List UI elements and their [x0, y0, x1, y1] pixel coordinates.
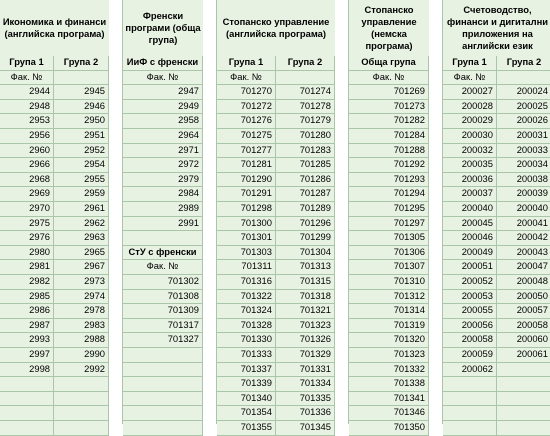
table-cell[interactable]: 200034	[497, 158, 550, 173]
column-label: Фак. №	[123, 260, 203, 275]
table-cell[interactable]: 2972	[123, 158, 203, 173]
column-label: Фак. №	[217, 71, 276, 86]
table-cell[interactable]: 701322	[217, 290, 276, 305]
table-cell[interactable]: 200028	[443, 100, 497, 115]
table-cell[interactable]: 701338	[349, 377, 429, 392]
table-cell[interactable]: 701280	[276, 129, 335, 144]
table-cell[interactable]: 701314	[349, 304, 429, 319]
table-cell[interactable]: 200055	[443, 304, 497, 319]
table-cell[interactable]: 200030	[443, 129, 497, 144]
empty-cell[interactable]	[497, 421, 550, 436]
column-gap	[429, 0, 443, 424]
table-cell[interactable]: 701303	[217, 246, 276, 261]
table-cell[interactable]: 701297	[349, 217, 429, 232]
column-label	[276, 71, 335, 86]
table-cell[interactable]: 701340	[217, 392, 276, 407]
table-cell[interactable]: 200050	[497, 290, 550, 305]
table-cell[interactable]: 701341	[349, 392, 429, 407]
table-cell[interactable]: 200041	[497, 217, 550, 232]
table-cell[interactable]: 701320	[349, 333, 429, 348]
table-cell[interactable]: 200048	[497, 275, 550, 290]
empty-cell[interactable]	[0, 392, 54, 407]
section-title: Счетоводство, финанси и дигитални приложения на английски език	[443, 0, 550, 56]
group-header: ИиФ с френски	[123, 56, 203, 71]
table-cell[interactable]: 701301	[217, 231, 276, 246]
table-cell[interactable]: 701346	[349, 406, 429, 421]
empty-cell[interactable]	[0, 377, 54, 392]
empty-cell[interactable]	[123, 406, 203, 421]
table-cell[interactable]: 2979	[123, 173, 203, 188]
table-cell[interactable]: 2954	[54, 158, 109, 173]
table-cell[interactable]: 701336	[276, 406, 335, 421]
table-cell[interactable]: 200045	[443, 217, 497, 232]
table-cell[interactable]: 701282	[349, 114, 429, 129]
table-cell[interactable]: 701345	[276, 421, 335, 436]
table-cell[interactable]: 200037	[443, 187, 497, 202]
table-cell[interactable]: 2998	[0, 363, 54, 378]
table-cell[interactable]: 2981	[0, 260, 54, 275]
column-gap	[335, 0, 349, 424]
table-cell[interactable]: 701318	[276, 290, 335, 305]
group-header: Обща група	[349, 56, 429, 71]
table-cell[interactable]: 701292	[349, 158, 429, 173]
table-cell[interactable]: 2952	[54, 144, 109, 159]
column-label	[497, 71, 550, 86]
empty-cell[interactable]	[497, 392, 550, 407]
empty-cell[interactable]	[123, 231, 203, 246]
table-cell[interactable]: 701284	[349, 129, 429, 144]
group-header: Група 2	[497, 56, 550, 71]
table-cell[interactable]: 2948	[0, 100, 54, 115]
table-cell[interactable]: 701317	[123, 319, 203, 334]
table-cell[interactable]: 2969	[0, 187, 54, 202]
table-cell[interactable]: 2961	[54, 202, 109, 217]
empty-cell[interactable]	[123, 377, 203, 392]
table-cell[interactable]: 200056	[443, 319, 497, 334]
table-cell[interactable]: 701310	[349, 275, 429, 290]
empty-cell[interactable]	[497, 363, 550, 378]
empty-cell[interactable]	[443, 392, 497, 407]
table-cell[interactable]: 2946	[54, 100, 109, 115]
table-cell[interactable]: 2953	[0, 114, 54, 129]
section-title: Икономика и финанси (английска програма)	[0, 0, 109, 56]
table-cell[interactable]: 701274	[276, 85, 335, 100]
table-cell[interactable]: 701307	[349, 260, 429, 275]
table-cell[interactable]: 2986	[0, 304, 54, 319]
table-cell[interactable]: 200062	[443, 363, 497, 378]
group-header: Група 1	[0, 56, 54, 71]
table-cell[interactable]: 200039	[497, 187, 550, 202]
table-cell[interactable]: 701337	[217, 363, 276, 378]
table-cell[interactable]: 2985	[0, 290, 54, 305]
table-cell[interactable]: 200031	[497, 129, 550, 144]
table-cell[interactable]: 200036	[443, 173, 497, 188]
table-cell[interactable]: 2949	[123, 100, 203, 115]
table-cell[interactable]: 2992	[54, 363, 109, 378]
table-cell[interactable]: 701334	[276, 377, 335, 392]
table-cell[interactable]: 2964	[123, 129, 203, 144]
table-cell[interactable]: 200052	[443, 275, 497, 290]
empty-cell[interactable]	[123, 348, 203, 363]
table-cell[interactable]: 2958	[123, 114, 203, 129]
table-cell[interactable]: 2980	[0, 246, 54, 261]
table-cell[interactable]: 200026	[497, 114, 550, 129]
table-cell[interactable]: 2978	[54, 304, 109, 319]
empty-cell[interactable]	[123, 421, 203, 436]
table-cell[interactable]: 2956	[0, 129, 54, 144]
table-cell[interactable]: 2993	[0, 333, 54, 348]
group-header: Група 1	[217, 56, 276, 71]
empty-cell[interactable]	[0, 406, 54, 421]
table-cell[interactable]: 701332	[349, 363, 429, 378]
table-cell[interactable]: 701315	[276, 275, 335, 290]
table-cell[interactable]: 701293	[349, 173, 429, 188]
empty-cell[interactable]	[54, 406, 109, 421]
table-cell[interactable]: 200035	[443, 158, 497, 173]
empty-cell[interactable]	[497, 406, 550, 421]
table-cell[interactable]: 701294	[349, 187, 429, 202]
table-cell[interactable]: 2987	[0, 319, 54, 334]
column-label	[54, 71, 109, 86]
table-cell[interactable]: 2974	[54, 290, 109, 305]
table-cell[interactable]: 200047	[497, 260, 550, 275]
column-label: Фак. №	[0, 71, 54, 86]
section-title: Френски програми (обща група)	[123, 0, 203, 56]
table-cell[interactable]: 701300	[217, 217, 276, 232]
table-cell[interactable]: 701323	[276, 319, 335, 334]
table-cell[interactable]: 701295	[349, 202, 429, 217]
table-cell[interactable]: 701328	[217, 319, 276, 334]
table-cell[interactable]: 2962	[54, 217, 109, 232]
table-cell[interactable]: 2947	[123, 85, 203, 100]
table-cell[interactable]: 701335	[276, 392, 335, 407]
table-cell[interactable]: 2997	[0, 348, 54, 363]
table-cell[interactable]: 200051	[443, 260, 497, 275]
section-title: Стопанско управление (английска програма)	[217, 0, 335, 56]
table-cell[interactable]: 701299	[276, 231, 335, 246]
empty-cell[interactable]	[123, 363, 203, 378]
table-cell[interactable]: 200046	[443, 231, 497, 246]
table-cell[interactable]: 701291	[217, 187, 276, 202]
table-cell[interactable]: 200040	[443, 202, 497, 217]
empty-cell[interactable]	[54, 421, 109, 436]
table-cell[interactable]: 2966	[0, 158, 54, 173]
table-cell[interactable]: 701285	[276, 158, 335, 173]
column-label: Фак. №	[443, 71, 497, 86]
table-cell[interactable]: 2968	[0, 173, 54, 188]
group-header: Група 2	[54, 56, 109, 71]
table-cell[interactable]: 2982	[0, 275, 54, 290]
empty-cell[interactable]	[123, 392, 203, 407]
table-cell[interactable]: 2975	[0, 217, 54, 232]
table-cell[interactable]: 200043	[497, 246, 550, 261]
table-cell[interactable]: 2967	[54, 260, 109, 275]
table-cell[interactable]: 701311	[217, 260, 276, 275]
table-cell[interactable]: 701329	[276, 348, 335, 363]
empty-cell[interactable]	[443, 421, 497, 436]
table-cell[interactable]: 701316	[217, 275, 276, 290]
table-cell[interactable]: 2971	[123, 144, 203, 159]
empty-cell[interactable]	[54, 377, 109, 392]
table-cell[interactable]: 2970	[0, 202, 54, 217]
table-cell[interactable]: 701355	[217, 421, 276, 436]
table-cell[interactable]: 2959	[54, 187, 109, 202]
table-cell[interactable]: 701321	[276, 304, 335, 319]
table-cell[interactable]: 701309	[123, 304, 203, 319]
table-cell[interactable]: 2951	[54, 129, 109, 144]
table-cell[interactable]: 2983	[54, 319, 109, 334]
table-cell[interactable]: 701276	[217, 114, 276, 129]
empty-cell[interactable]	[0, 421, 54, 436]
table-cell[interactable]: 701354	[217, 406, 276, 421]
table-cell[interactable]: 701270	[217, 85, 276, 100]
table-cell[interactable]: 701306	[349, 246, 429, 261]
table-cell[interactable]: 200061	[497, 348, 550, 363]
table-cell[interactable]: 200058	[443, 333, 497, 348]
table-cell[interactable]: 701269	[349, 85, 429, 100]
table-cell[interactable]: 701327	[123, 333, 203, 348]
table-cell[interactable]: 701339	[217, 377, 276, 392]
group-header: Група 1	[443, 56, 497, 71]
empty-cell[interactable]	[497, 377, 550, 392]
table-cell[interactable]: 701279	[276, 114, 335, 129]
table-cell[interactable]: 701272	[217, 100, 276, 115]
table-cell[interactable]: 2945	[54, 85, 109, 100]
table-cell[interactable]: 200027	[443, 85, 497, 100]
table-cell[interactable]: 701288	[349, 144, 429, 159]
table-cell[interactable]: 701283	[276, 144, 335, 159]
table-cell[interactable]: 2991	[123, 217, 203, 232]
table-cell[interactable]: 200042	[497, 231, 550, 246]
table-cell[interactable]: 701277	[217, 144, 276, 159]
column-gap	[109, 0, 123, 424]
table-cell[interactable]: 200033	[497, 144, 550, 159]
table-cell[interactable]: 701308	[123, 290, 203, 305]
table-cell[interactable]: 701287	[276, 187, 335, 202]
table-cell[interactable]: 701281	[217, 158, 276, 173]
table-cell[interactable]: 200057	[497, 304, 550, 319]
table-cell[interactable]: 200029	[443, 114, 497, 129]
table-cell[interactable]: 701302	[123, 275, 203, 290]
table-cell[interactable]: 200053	[443, 290, 497, 305]
table-cell[interactable]: 200032	[443, 144, 497, 159]
table-cell[interactable]: 701275	[217, 129, 276, 144]
table-cell[interactable]: 701278	[276, 100, 335, 115]
table-cell[interactable]: 701350	[349, 421, 429, 436]
table-cell[interactable]: 701289	[276, 202, 335, 217]
column-gap	[203, 0, 217, 424]
table-cell[interactable]: 701323	[349, 348, 429, 363]
column-label: Фак. №	[349, 71, 429, 86]
table-cell[interactable]: 701330	[217, 333, 276, 348]
table-cell[interactable]: 2976	[0, 231, 54, 246]
table-cell[interactable]: 701298	[217, 202, 276, 217]
group-header: СтУ с френски	[123, 246, 203, 261]
table-cell[interactable]: 701305	[349, 231, 429, 246]
table-cell[interactable]: 2963	[54, 231, 109, 246]
table-cell[interactable]: 701324	[217, 304, 276, 319]
table-cell[interactable]: 2965	[54, 246, 109, 261]
table-cell[interactable]: 200040	[497, 202, 550, 217]
table-cell[interactable]: 2944	[0, 85, 54, 100]
table-cell[interactable]: 200060	[497, 333, 550, 348]
table-cell[interactable]: 200025	[497, 100, 550, 115]
table-cell[interactable]: 200059	[443, 348, 497, 363]
table-cell[interactable]: 701313	[276, 260, 335, 275]
table-cell[interactable]: 701304	[276, 246, 335, 261]
table-cell[interactable]: 2960	[0, 144, 54, 159]
table-cell[interactable]: 200058	[497, 319, 550, 334]
table-cell[interactable]: 2950	[54, 114, 109, 129]
empty-cell[interactable]	[54, 392, 109, 407]
table-cell[interactable]: 701319	[349, 319, 429, 334]
table-cell[interactable]: 2989	[123, 202, 203, 217]
table-cell[interactable]: 701331	[276, 363, 335, 378]
table-cell[interactable]: 701296	[276, 217, 335, 232]
table-cell[interactable]: 2955	[54, 173, 109, 188]
table-cell[interactable]: 701312	[349, 290, 429, 305]
table-cell[interactable]: 701286	[276, 173, 335, 188]
empty-cell[interactable]	[443, 406, 497, 421]
table-cell[interactable]: 2990	[54, 348, 109, 363]
table-cell[interactable]: 2988	[54, 333, 109, 348]
table-cell[interactable]: 200049	[443, 246, 497, 261]
table-cell[interactable]: 701326	[276, 333, 335, 348]
table-cell[interactable]: 2973	[54, 275, 109, 290]
table-cell[interactable]: 200038	[497, 173, 550, 188]
section-title: Стопанско управление (немска програма)	[349, 0, 429, 56]
group-header: Група 2	[276, 56, 335, 71]
column-label: Фак. №	[123, 71, 203, 86]
empty-cell[interactable]	[443, 377, 497, 392]
table-cell[interactable]: 701290	[217, 173, 276, 188]
table-cell[interactable]: 701273	[349, 100, 429, 115]
table-cell[interactable]: 2984	[123, 187, 203, 202]
table-cell[interactable]: 200024	[497, 85, 550, 100]
table-cell[interactable]: 701333	[217, 348, 276, 363]
